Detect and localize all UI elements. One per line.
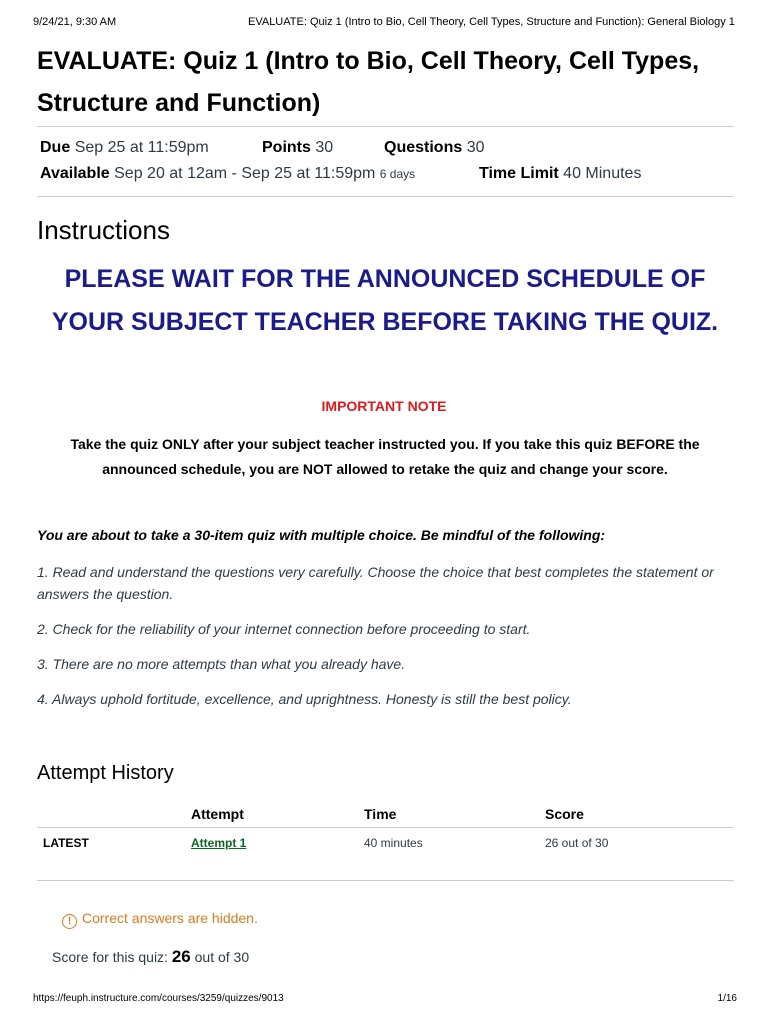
due-value: Sep 25 at 11:59pm <box>74 139 209 156</box>
points-info <box>262 139 333 157</box>
divider <box>37 880 734 881</box>
points-label: Points <box>262 139 311 156</box>
rule-item: 3. There are no more attempts than what you already have. <box>37 656 406 672</box>
time-limit-label: Time Limit <box>479 165 559 182</box>
attempt-score: 26 out of 30 <box>545 836 609 850</box>
attempt-history-table <box>37 800 734 860</box>
print-page-number: 1/16 <box>717 993 737 1004</box>
answers-hidden-notice <box>62 910 258 929</box>
quiz-title: EVALUATE: Quiz 1 (Intro to Bio, Cell Theory, Cell Types, Structure and Function) <box>37 47 700 117</box>
print-datetime: 9/24/21, 9:30 AM <box>33 16 117 28</box>
available-label: Available <box>40 165 110 182</box>
answers-hidden-text: Correct answers are hidden. <box>82 910 258 926</box>
available-info <box>40 165 415 183</box>
important-note-label: IMPORTANT NOTE <box>321 398 447 414</box>
questions-label: Questions <box>384 139 463 156</box>
exclamation-circle-icon: ! <box>62 914 77 929</box>
divider <box>37 126 734 127</box>
print-footer <box>33 993 737 1007</box>
print-url: https://feuph.instructure.com/courses/3259/quizzes/9013 <box>33 993 284 1004</box>
attempt-history-heading: Attempt History <box>37 762 174 784</box>
rule-item: 2. Check for the reliability of your internet connection before proceeding to start. <box>37 621 531 637</box>
column-header-attempt: Attempt <box>191 806 244 822</box>
available-days: 6 days <box>379 167 416 181</box>
print-page-title: EVALUATE: Quiz 1 (Intro to Bio, Cell Theory, Cell Types, Structure and Function): General Biology 1 <box>248 16 735 28</box>
announcement-text: PLEASE WAIT FOR THE ANNOUNCED SCHEDULE OF YOUR SUBJECT TEACHER BEFORE TAKING THE QUIZ. <box>51 265 719 336</box>
questions-info <box>384 139 484 157</box>
table-header-divider <box>37 827 734 828</box>
print-header <box>33 16 737 30</box>
instructions-heading: Instructions <box>37 215 170 245</box>
available-value: Sep 20 at 12am - Sep 25 at 11:59pm <box>114 165 376 182</box>
time-limit-info <box>479 165 641 183</box>
latest-label: LATEST <box>43 836 89 850</box>
mindful-intro: You are about to take a 30-item quiz with multiple choice. Be mindful of the following: <box>37 527 606 543</box>
due-info <box>40 139 209 157</box>
attempt-1-link[interactable]: Attempt 1 <box>191 836 247 850</box>
column-header-score: Score <box>545 806 584 822</box>
score-value: 26 <box>171 947 191 966</box>
questions-value: 30 <box>466 139 485 156</box>
quiz-score <box>52 947 249 967</box>
points-value: 30 <box>315 139 334 156</box>
attempt-time: 40 minutes <box>364 836 423 850</box>
rule-item: 4. Always uphold fortitude, excellence, and uprightness. Honesty is still the best policy. <box>37 691 572 707</box>
time-limit-value: 40 Minutes <box>563 165 642 182</box>
due-label: Due <box>40 139 71 156</box>
score-suffix: out of 30 <box>194 949 250 965</box>
rule-item: 1. Read and understand the questions very carefully. Choose the choice that best completes the statement or answers the question. <box>37 564 714 602</box>
score-prefix: Score for this quiz: <box>52 949 168 965</box>
column-header-time: Time <box>364 806 397 822</box>
important-note-text: Take the quiz ONLY after your subject teacher instructed you. If you take this quiz BEFORE the announced schedule, you are NOT allowed to retake the quiz and change your score. <box>70 436 700 477</box>
divider <box>37 196 734 197</box>
